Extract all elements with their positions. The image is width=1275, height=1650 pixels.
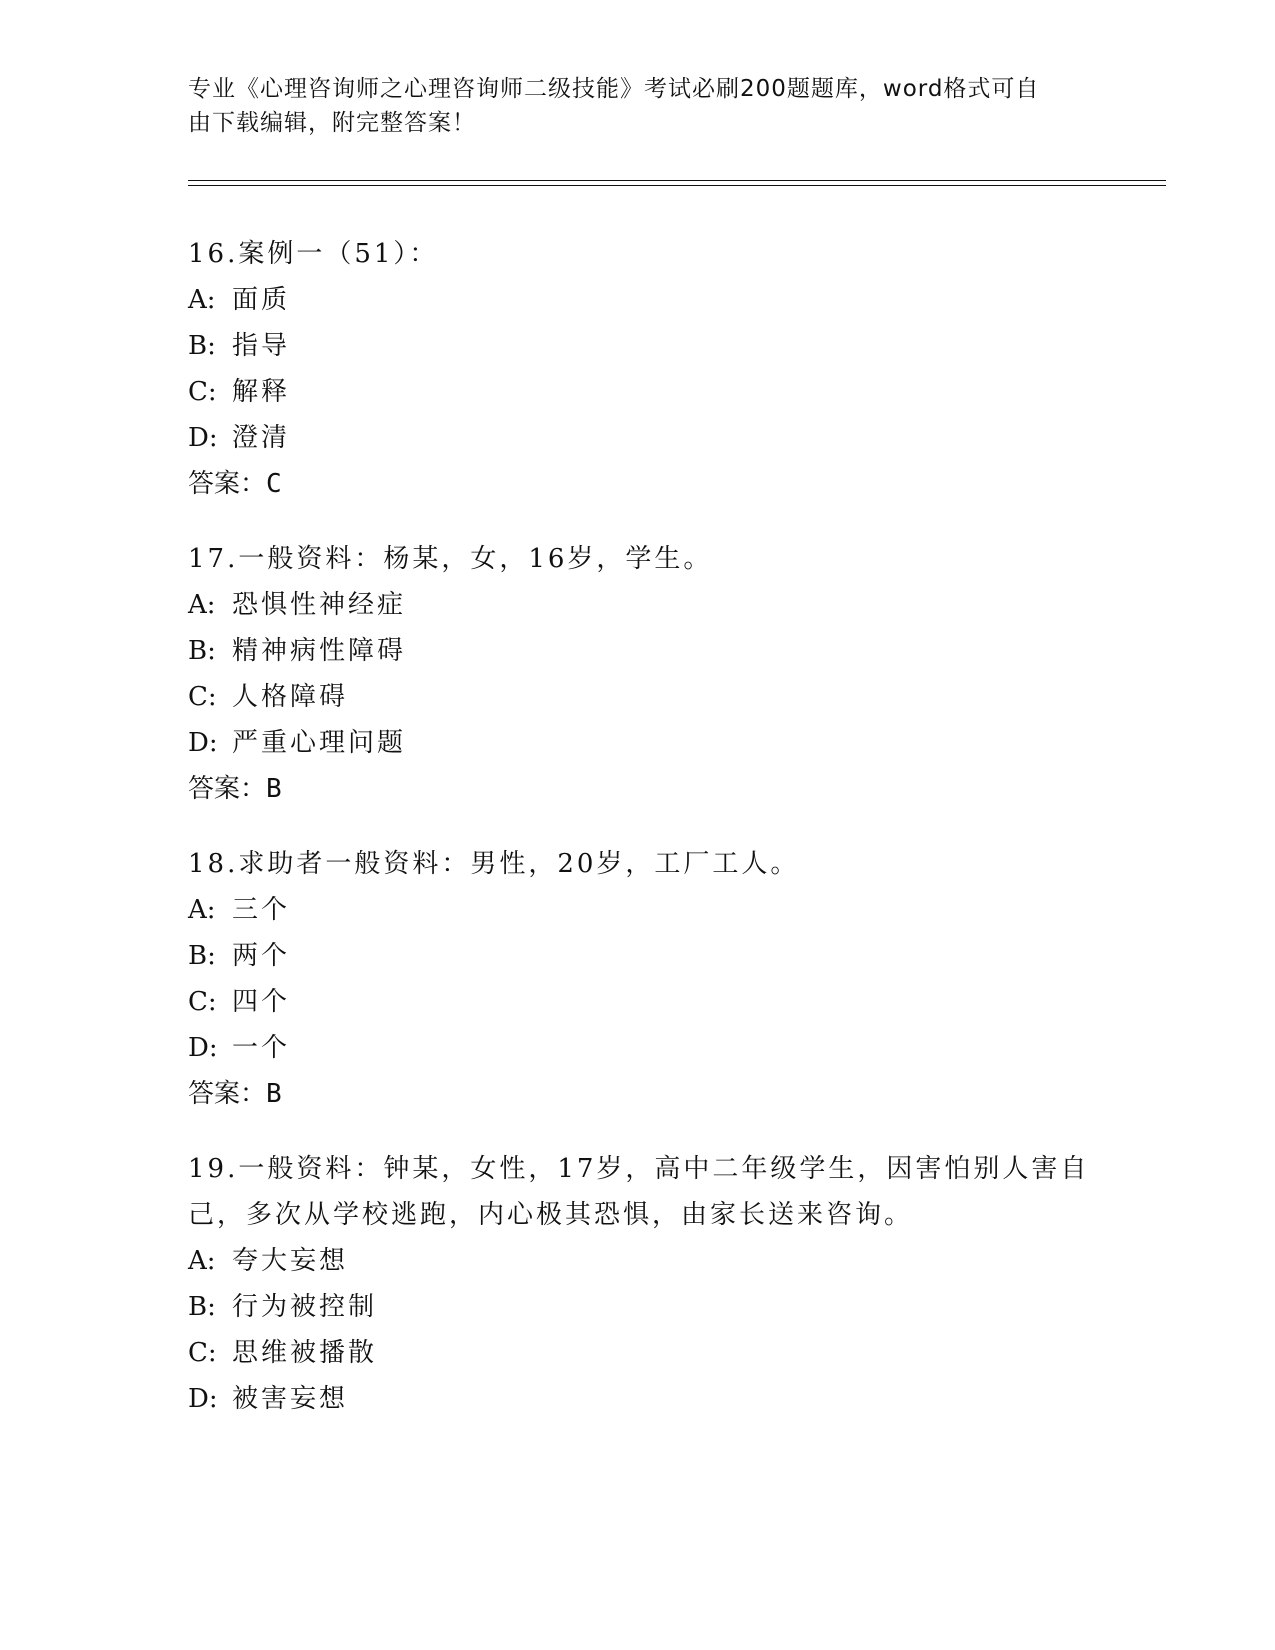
option-text: 人格障碍 <box>232 682 349 712</box>
option-text: 澄清 <box>232 423 291 453</box>
option-letter: A: <box>188 285 216 315</box>
option-d <box>188 720 1088 766</box>
option-c <box>188 1330 1088 1376</box>
option-text: 两个 <box>232 941 291 971</box>
question-text <box>188 231 1088 277</box>
option-letter: A: <box>188 590 216 620</box>
header-divider-top <box>188 180 1166 181</box>
option-d <box>188 1025 1088 1071</box>
question-18 <box>188 841 1088 1117</box>
answer-label: 答案： <box>188 469 267 499</box>
option-c <box>188 979 1088 1025</box>
answer-line <box>188 1071 1088 1117</box>
option-b <box>188 323 1088 369</box>
option-text: 行为被控制 <box>232 1292 378 1322</box>
option-text: 指导 <box>232 331 291 361</box>
option-text: 三个 <box>232 895 291 925</box>
question-text-line: 17.一般资料：杨某，女，16岁，学生。 <box>188 544 713 574</box>
answer-line <box>188 461 1088 507</box>
answer-value: C <box>266 469 282 499</box>
option-letter: D: <box>188 1384 218 1414</box>
answer-label: 答案： <box>188 774 267 804</box>
answer-value: B <box>266 774 282 804</box>
question-text-line: 己，多次从学校逃跑，内心极其恐惧，由家长送来咨询。 <box>188 1200 914 1230</box>
answer-label: 答案： <box>188 1079 267 1109</box>
option-d <box>188 1376 1088 1422</box>
question-19 <box>188 1146 1088 1422</box>
option-letter: C: <box>188 682 217 712</box>
question-text <box>188 841 1088 887</box>
header-divider-bottom <box>188 185 1166 186</box>
option-a <box>188 582 1088 628</box>
option-letter: C: <box>188 377 217 407</box>
header-line-1: 专业《心理咨询师之心理咨询师二级技能》考试必刷200题题库，word格式可自 <box>188 76 1040 102</box>
option-a <box>188 1238 1088 1284</box>
option-text: 夸大妄想 <box>232 1246 349 1276</box>
option-letter: B: <box>188 941 216 971</box>
option-b <box>188 628 1088 674</box>
option-letter: C: <box>188 987 217 1017</box>
option-letter: D: <box>188 423 218 453</box>
option-letter: A: <box>188 895 216 925</box>
option-c <box>188 674 1088 720</box>
option-text: 一个 <box>232 1033 291 1063</box>
question-17 <box>188 536 1088 812</box>
option-text: 四个 <box>232 987 291 1017</box>
question-text-line: 16.案例一（51）： <box>188 239 439 269</box>
option-c <box>188 369 1088 415</box>
option-a <box>188 887 1088 933</box>
option-letter: C: <box>188 1338 217 1368</box>
header-line-2: 由下载编辑，附完整答案！ <box>188 110 476 136</box>
option-text: 解释 <box>232 377 291 407</box>
option-letter: B: <box>188 636 216 666</box>
option-a <box>188 277 1088 323</box>
document-header <box>188 72 1068 140</box>
option-text: 思维被播散 <box>232 1338 378 1368</box>
option-text: 面质 <box>232 285 291 315</box>
option-text: 被害妄想 <box>232 1384 349 1414</box>
option-text: 精神病性障碍 <box>232 636 407 666</box>
answer-value: B <box>266 1079 282 1109</box>
option-text: 严重心理问题 <box>232 728 407 758</box>
question-16 <box>188 231 1088 507</box>
option-letter: B: <box>188 331 216 361</box>
option-letter: A: <box>188 1246 216 1276</box>
question-text-line: 18.求助者一般资料：男性，20岁，工厂工人。 <box>188 849 800 879</box>
question-text <box>188 1146 1088 1238</box>
option-text: 恐惧性神经症 <box>232 590 407 620</box>
option-d <box>188 415 1088 461</box>
question-text <box>188 536 1088 582</box>
option-letter: D: <box>188 728 218 758</box>
answer-line <box>188 766 1088 812</box>
option-letter: B: <box>188 1292 216 1322</box>
option-letter: D: <box>188 1033 218 1063</box>
option-b <box>188 933 1088 979</box>
question-text-line: 19.一般资料：钟某，女性，17岁，高中二年级学生，因害怕别人害自 <box>188 1154 1090 1184</box>
option-b <box>188 1284 1088 1330</box>
